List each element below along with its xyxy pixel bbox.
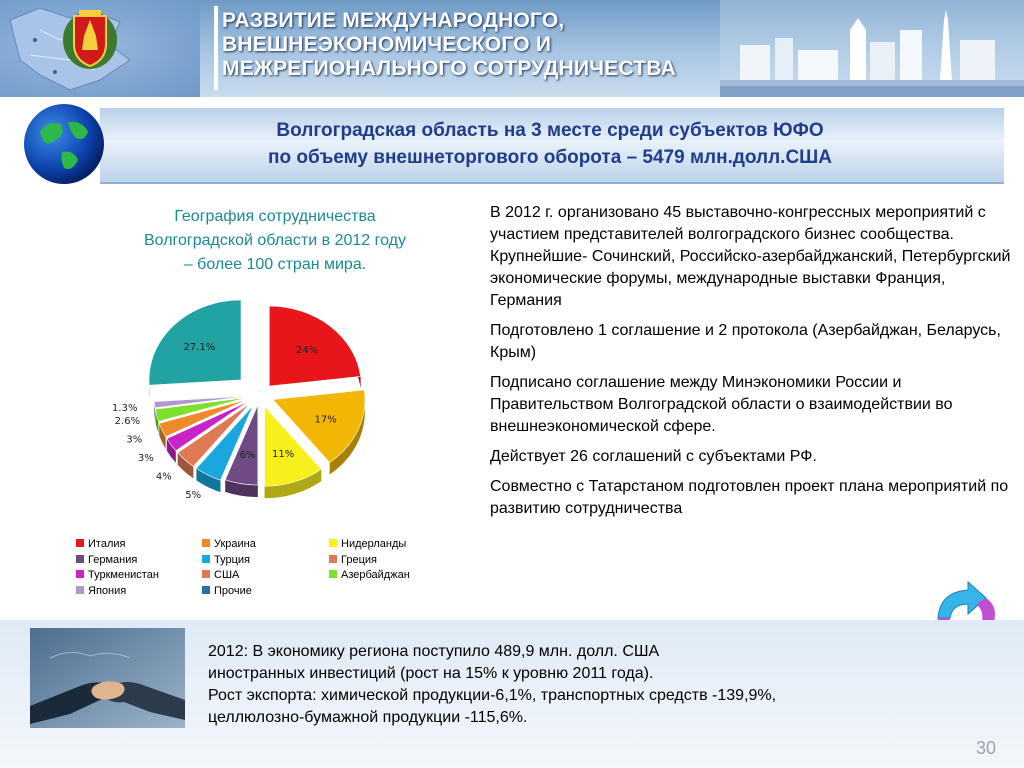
legend-label: Италия — [88, 538, 126, 550]
legend-swatch — [202, 555, 210, 563]
chart-title-line: География сотрудничества — [174, 208, 376, 225]
title-accent-bar — [214, 6, 218, 90]
city-skyline-image — [720, 0, 1024, 97]
pie-slice-label: 6% — [239, 449, 256, 461]
pie-slice-label: 27.1% — [183, 342, 216, 354]
legend-item — [202, 538, 256, 551]
legend-item — [202, 569, 239, 582]
info-paragraph: Действует 26 соглашений с субъектами РФ. — [490, 448, 817, 465]
legend-label: Туркменистан — [88, 569, 159, 581]
legend-swatch — [76, 570, 84, 578]
legend-swatch — [329, 555, 337, 563]
chart-title-line: Волгоградской области в 2012 году — [143, 232, 406, 249]
globe-icon — [22, 102, 106, 186]
info-text-column — [490, 202, 1020, 528]
legend-swatch — [202, 539, 210, 547]
pie-slice-label: 3% — [126, 434, 143, 446]
bottom-line: иностранных инвестиций (рост на 15% к уровню 2011 года). — [208, 665, 654, 682]
legend-label: Греция — [341, 553, 377, 566]
legend-swatch — [202, 586, 210, 594]
bottom-line: целлюлозно-бумажной продукции -115,6%. — [208, 709, 528, 726]
header-title-line: РАЗВИТИЕ МЕЖДУНАРОДНОГО, — [222, 9, 565, 32]
bottom-line: Рост экспорта: химической продукции-6,1%, транспортных средств -139,9%, — [208, 687, 777, 704]
legend-label: Нидерланды — [341, 538, 407, 550]
info-paragraph: Подписано соглашение между Минэкономики России и Правительством Волгоградской области о взаимодействии во внешнеэкономической сфере. — [490, 374, 953, 435]
info-text: Крупнейшие- Сочинский, Российско-азербайджанский, Петербургский экономические форумы, международные выставки Франция, Германия — [490, 248, 1011, 309]
pie-slice-label: 3% — [137, 452, 154, 464]
legend-swatch — [76, 539, 84, 547]
info-paragraph — [490, 202, 1020, 312]
legend-label: Турция — [214, 553, 250, 566]
legend-swatch — [202, 570, 210, 578]
legend-item — [76, 585, 126, 598]
chart-title — [100, 205, 450, 277]
legend-label: Азербайджан — [341, 569, 410, 581]
legend-label: Украина — [214, 538, 256, 550]
legend-label: США — [214, 569, 240, 581]
pie-slice-label: 2.6% — [114, 416, 141, 428]
legend-swatch — [329, 539, 337, 547]
chart-title-line: – более 100 стран мира. — [183, 256, 367, 273]
legend-label: Германия — [88, 553, 138, 566]
pie-chart — [60, 280, 400, 540]
legend-swatch — [329, 570, 337, 578]
page-number: 30 — [976, 738, 997, 758]
pie-slice-label: 11% — [272, 449, 295, 461]
legend-swatch — [76, 555, 84, 563]
pie-slice-label: 5% — [185, 490, 202, 502]
coat-of-arms-icon — [62, 6, 118, 70]
legend-item — [329, 569, 410, 582]
pie-slice-label: 24% — [295, 344, 319, 356]
banner-line: Волгоградская область на 3 месте среди субъектов ЮФО — [276, 120, 824, 141]
header-title-line: МЕЖРЕГИОНАЛЬНОГО СОТРУДНИЧЕСТВА — [222, 57, 677, 80]
legend-item — [329, 538, 406, 551]
legend-item — [76, 538, 125, 551]
header-title — [222, 9, 762, 81]
header-band — [0, 0, 1024, 97]
pie-slice-label: 4% — [155, 471, 172, 483]
legend-item — [76, 554, 137, 567]
bottom-text — [208, 641, 928, 729]
legend-item — [329, 554, 377, 567]
legend-swatch — [76, 586, 84, 594]
banner-text — [120, 117, 980, 171]
header-title-line: ВНЕШНЕЭКОНОМИЧЕСКОГО И — [222, 33, 552, 56]
pie-slice-label: 1.3% — [112, 403, 138, 415]
info-paragraph: Совместно с Татарстаном подготовлен проект плана мероприятий по развитию сотрудничества — [490, 478, 1009, 517]
legend-label: Прочие — [214, 584, 252, 597]
info-paragraph: Подготовлено 1 соглашение и 2 протокола (Азербайджан, Беларусь, Крым) — [490, 322, 1001, 361]
info-text: В 2012 г. организовано 45 выставочно-конгрессных мероприятий с участием представителей волгоградского бизнес сообщества. — [490, 204, 986, 243]
handshake-image — [30, 628, 185, 728]
legend-label: Япония — [88, 584, 127, 597]
pie-slice-label: 17% — [314, 414, 337, 426]
banner-line: по объему внешнеторгового оборота – 5479 млн.долл.США — [268, 147, 832, 168]
bottom-line: 2012: В экономику региона поступило 489,9 млн. долл. США — [208, 643, 660, 660]
legend-item — [202, 554, 250, 567]
legend-item — [202, 585, 252, 598]
legend-item — [76, 569, 159, 582]
